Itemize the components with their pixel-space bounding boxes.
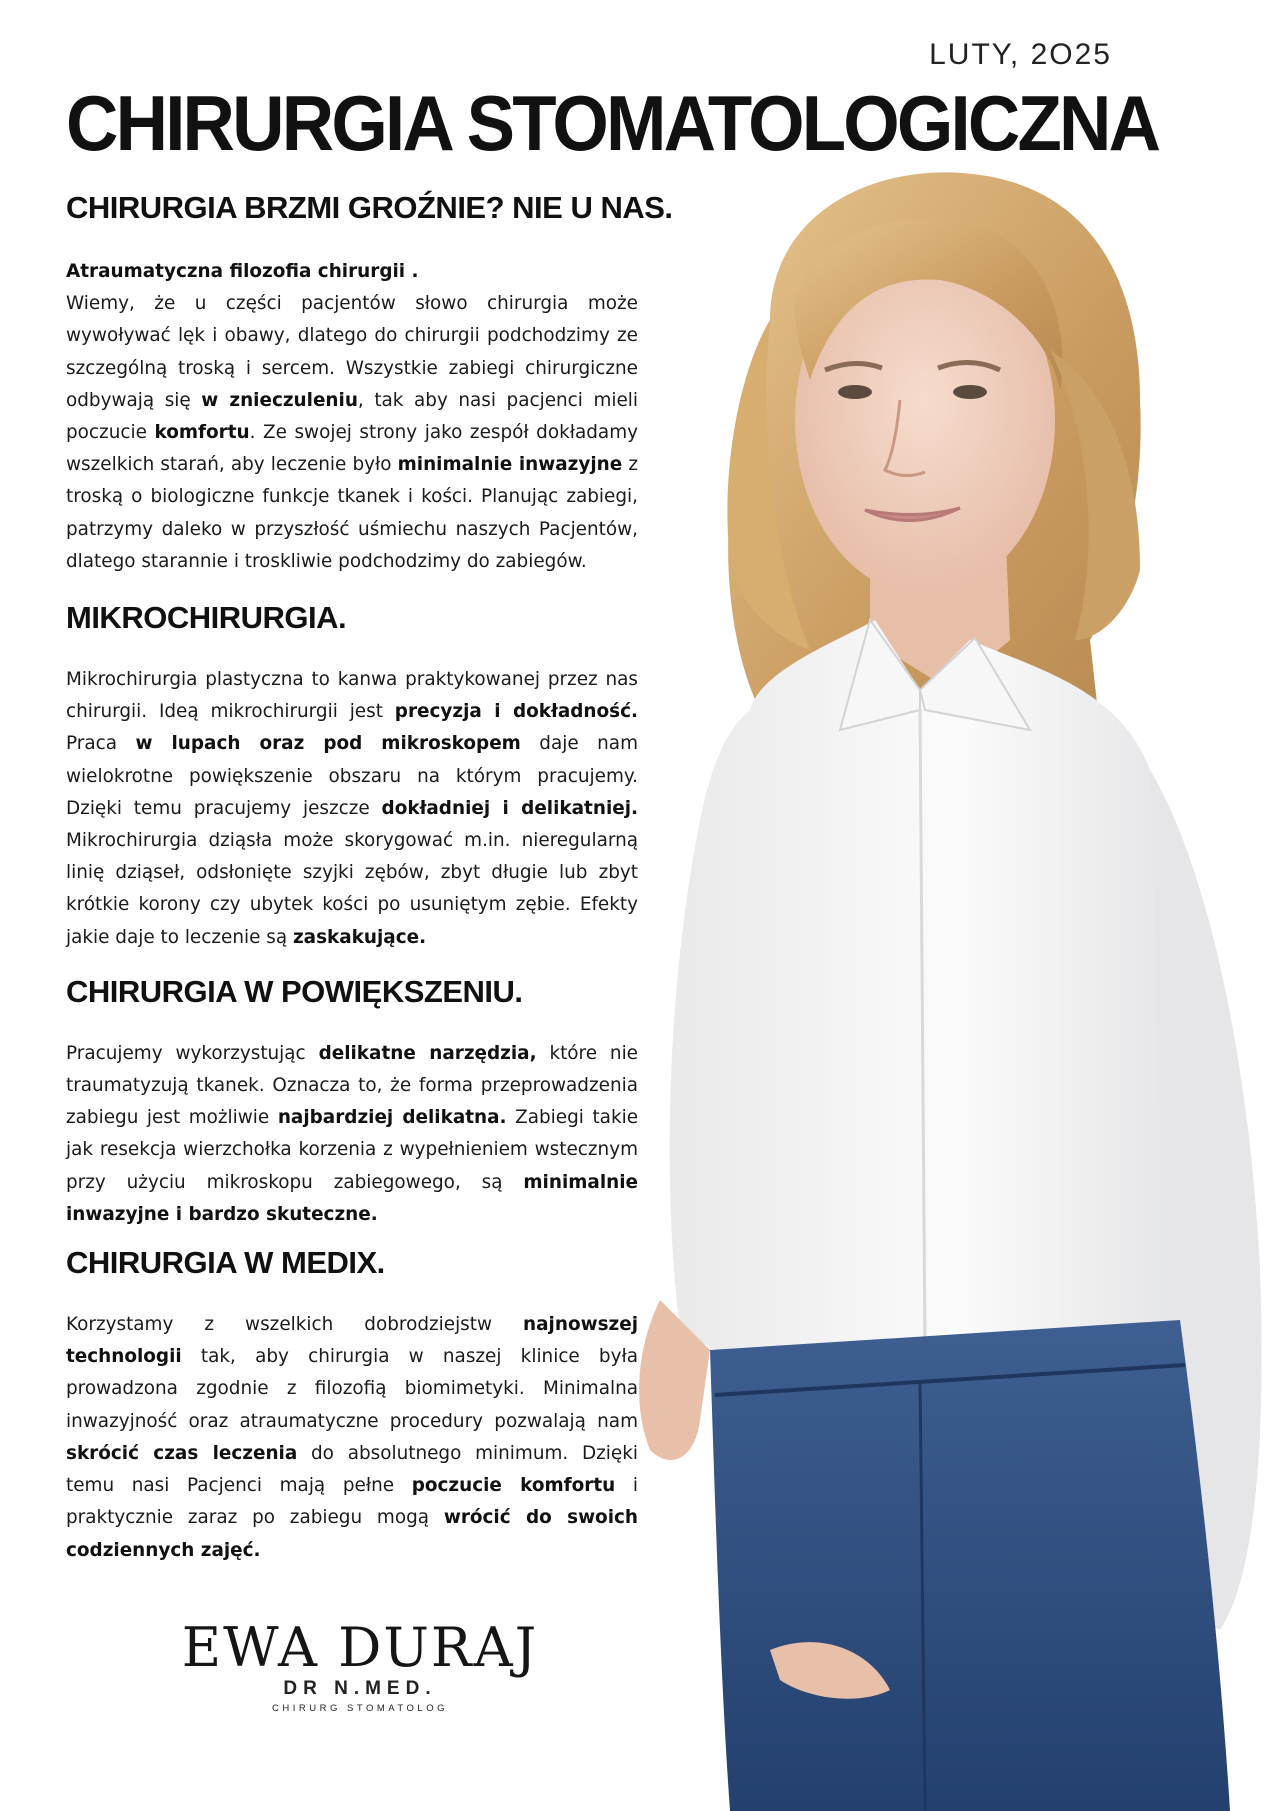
section-intro [66, 190, 673, 578]
emphasis-text: w lupach oraz pod mikroskopem [135, 733, 521, 755]
body-text: które nie traumatyzują tkanek. Oznacza to, że forma przeprowadzenia zabiegu jest możliwie [66, 1042, 638, 1129]
body-text: do absolutnego minimum. Dzięki temu nasi Pacjenci mają pełne [66, 1442, 638, 1497]
body-text: i praktycznie zaraz po zabiegu mogą [66, 1475, 638, 1529]
section-powiekszenie [66, 974, 638, 1231]
section-heading: MIKROCHIRURGIA. [66, 600, 347, 636]
section-lead: Atraumatyczna filozofia chirurgii . [66, 261, 419, 282]
body-text: Mikrochirurgia dziąsła może skorygować m.in. nieregularną linię dziąseł, odsłonięte szyjki zębów, zbyt długie lub zbyt krótkie korony czy ubytek kości po usuniętym zębie. Efekty jakie daje to leczenie są [66, 830, 638, 948]
section-mikrochirurgia [66, 600, 638, 954]
emphasis-text: skrócić czas leczenia [66, 1442, 298, 1464]
emphasis-text: wrócić do swoich codziennych zajęć. [66, 1507, 638, 1561]
article-content [66, 190, 673, 1567]
section-body [66, 288, 638, 578]
portrait-photo [620, 170, 1280, 1811]
emphasis-text: najbardziej delikatna. [277, 1107, 507, 1129]
body-text: Zabiegi takie jak resekcja wierzchołka korzenia z wypełnieniem wstecznym przy użyciu mikroskopu zabiegowego, są [66, 1107, 639, 1193]
emphasis-text: najnowszej technologii [66, 1314, 638, 1368]
emphasis-text: precyzja i dokładność. [394, 701, 638, 723]
body-text: , tak aby nasi pacjenci mieli poczucie [66, 389, 638, 444]
section-medix [66, 1245, 638, 1567]
emphasis-text: minimalnie inwazyjne [397, 454, 623, 476]
emphasis-text: komfortu [154, 422, 250, 444]
section-body [66, 1038, 638, 1231]
logo-title: DR N.MED. [283, 1678, 437, 1699]
section-body [66, 664, 638, 954]
emphasis-text: delikatne narzędzia, [318, 1042, 537, 1064]
emphasis-text: minimalnie inwazyjne i bardzo skuteczne. [66, 1171, 638, 1225]
date-label: LUTY, 2O25 [929, 38, 1112, 71]
body-text: z troską o biologiczne funkcje tkanek i kości. Planując zabiegi, patrzymy daleko w przyszłość uśmiechu naszych Pacjentów, dlatego starannie i troskliwie podchodzimy do zabiegów. [66, 454, 639, 572]
logo-subtitle: CHIRURG STOMATOLOG [272, 1703, 448, 1714]
body-text: daje nam wielokrotne powiększenie obszaru na którym pracujemy. Dzięki temu pracujemy jeszcze [66, 733, 638, 819]
emphasis-text: poczucie komfortu [411, 1475, 616, 1497]
section-heading: CHIRURGIA BRZMI GROŹNIE? NIE U NAS. [66, 190, 673, 225]
body-text: Praca [66, 733, 136, 755]
body-text: tak, aby chirurgia w naszej klinice była prowadzona zgodnie z filozofią biomimetyki. Minimalna inwazyjność oraz atraumatyczne procedury pozwalają nam [66, 1346, 638, 1432]
body-text: . Ze swojej strony jako zespół dokładamy wszelkich starań, aby leczenie było [66, 422, 638, 476]
emphasis-text: dokładniej i delikatniej. [381, 797, 639, 819]
emphasis-text: w znieczuleniu [201, 389, 358, 411]
section-heading: CHIRURGIA W POWIĘKSZENIU. [66, 973, 523, 1009]
section-body [66, 1309, 638, 1567]
body-text: Wiemy, że u części pacjentów słowo chirurgia może wywoływać lęk i obawy, dlatego do chirurgii podchodzimy ze szczególną troską i sercem. Wszystkie zabiegi chirurgiczne odbywają się [66, 293, 638, 411]
body-text: Pracujemy wykorzystując [66, 1042, 319, 1064]
body-text: Korzystamy z wszelkich dobrodziejstw [66, 1314, 524, 1336]
logo-name: EWA DURAJ [181, 1616, 539, 1679]
brand-logo [150, 1616, 570, 1714]
body-text: Mikrochirurgia plastyczna to kanwa praktykowanej przez nas chirurgii. Ideą mikrochirurgii jest [66, 669, 638, 723]
emphasis-text: zaskakujące. [292, 926, 427, 948]
page-title: CHIRURGIA STOMATOLOGICZNA [66, 79, 1159, 167]
section-heading: CHIRURGIA W MEDIX. [66, 1245, 385, 1281]
